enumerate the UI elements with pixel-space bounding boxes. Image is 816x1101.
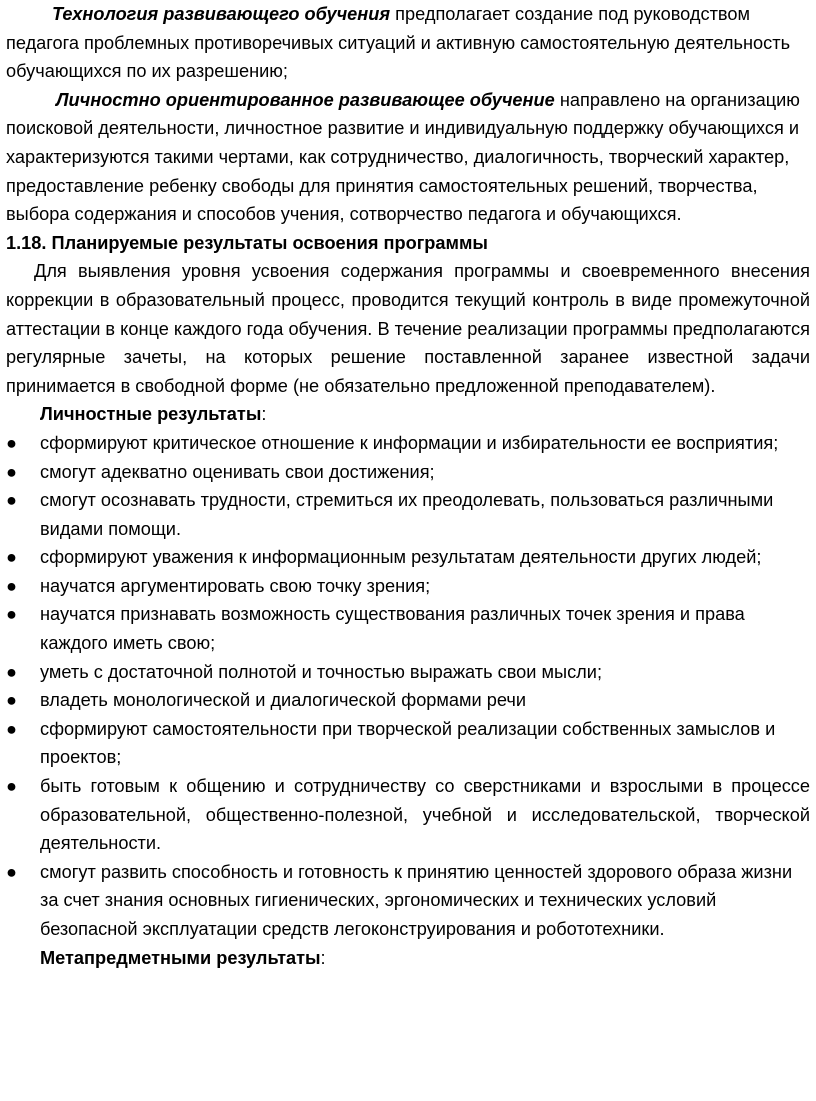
section-intro: Для выявления уровня усвоения содержания программы и своевременного внесения коррекции в образовательный процесс, проводится текущий контроль в виде промежуточной аттестации в конце каждого года обучения. В течение реализации программы предполагаются регулярные зачеты, на которых решение поставленной заранее известной задачи принимается в свободной форме (не обязательно предложенной преподавателем).: [6, 261, 810, 396]
paragraph-development-technology: [6, 0, 810, 86]
paragraph-lead: Технология развивающего обучения: [52, 4, 391, 24]
bullet-icon: ●: [6, 776, 17, 797]
list-item-text: смогут развить способность и готовность к принятию ценностей здорового образа жизни за счет знания основных гигиенических, эргономических и технических условий безопасной эксплуатации средств легоконструирования и робототехники.: [40, 861, 793, 939]
meta-results-colon: :: [320, 947, 326, 968]
list-item: [6, 572, 810, 601]
list-item: [6, 715, 810, 772]
document-page: [6, 0, 810, 972]
section-heading: 1.18. Планируемые результаты освоения программы: [6, 232, 488, 253]
list-item-text: научатся признавать возможность существования различных точек зрения и права каждого иметь свою;: [40, 604, 745, 654]
bullet-icon: ●: [6, 490, 17, 511]
personal-results-list: [6, 429, 810, 944]
bullet-icon: ●: [6, 575, 17, 596]
personal-results-colon: :: [261, 404, 267, 425]
list-item: [6, 429, 810, 458]
list-item: [6, 600, 810, 657]
list-item-text: владеть монологической и диалогической формами речи: [40, 690, 527, 711]
bullet-icon: ●: [6, 547, 17, 568]
list-item-text: сформируют уважения к информационным результатам деятельности других людей;: [40, 547, 762, 568]
list-item: [6, 686, 810, 715]
bullet-icon: ●: [6, 861, 17, 882]
paragraph-personal-oriented-learning: [6, 86, 810, 229]
list-item-text: научатся аргументировать свою точку зрения;: [40, 575, 431, 596]
paragraph-lead: Личностно ориентированное развивающее обучение: [56, 89, 555, 110]
list-item-text: смогут адекватно оценивать свои достижения;: [40, 461, 435, 482]
bullet-icon: ●: [6, 661, 17, 682]
list-item-text: быть готовым к общению и сотрудничеству со сверстниками и взрослыми в процессе образовательной, общественно-полезной, учебной и исследовательской, творческой деятельности.: [40, 776, 810, 854]
bullet-icon: ●: [6, 718, 17, 739]
bullet-icon: ●: [6, 432, 17, 453]
list-item-text: сформируют самостоятельности при творческой реализации собственных замыслов и проектов;: [40, 718, 776, 768]
list-item-text: уметь с достаточной полнотой и точностью выражать свои мысли;: [40, 661, 603, 682]
bullet-icon: ●: [6, 604, 17, 625]
paragraph-text: предполагает создание под руководством педагога проблемных противоречивых ситуаций и активную самостоятельную деятельность обучающихся по их разрешению;: [6, 4, 791, 82]
list-item: [6, 772, 810, 858]
bullet-icon: ●: [6, 690, 17, 711]
meta-results-label: Метапредметными результаты: [40, 947, 321, 968]
list-item: [6, 658, 810, 687]
list-item-text: смогут осознавать трудности, стремиться их преодолевать, пользоваться различными видами помощи.: [40, 490, 774, 539]
paragraph-text: направлено на организацию поисковой деятельности, личностное развитие и индивидуальную поддержку обучающихся и характеризуются такими чертами, как сотрудничество, диалогичность, творческий характер, предоставление ребенку свободы для принятия самостоятельных решений, творчества, выбора содержания и способов учения, сотворчество педагога и обучающихся.: [6, 89, 800, 225]
list-item: [6, 543, 810, 572]
personal-results-label: Личностные результаты: [40, 404, 262, 425]
list-item-text: сформируют критическое отношение к информации и избирательности ее восприятия;: [40, 432, 779, 453]
list-item: [6, 458, 810, 487]
bullet-icon: ●: [6, 461, 17, 482]
meta-results-title: [6, 944, 810, 973]
personal-results-title: [6, 400, 810, 429]
list-item: [6, 486, 810, 543]
list-item: [6, 858, 810, 944]
